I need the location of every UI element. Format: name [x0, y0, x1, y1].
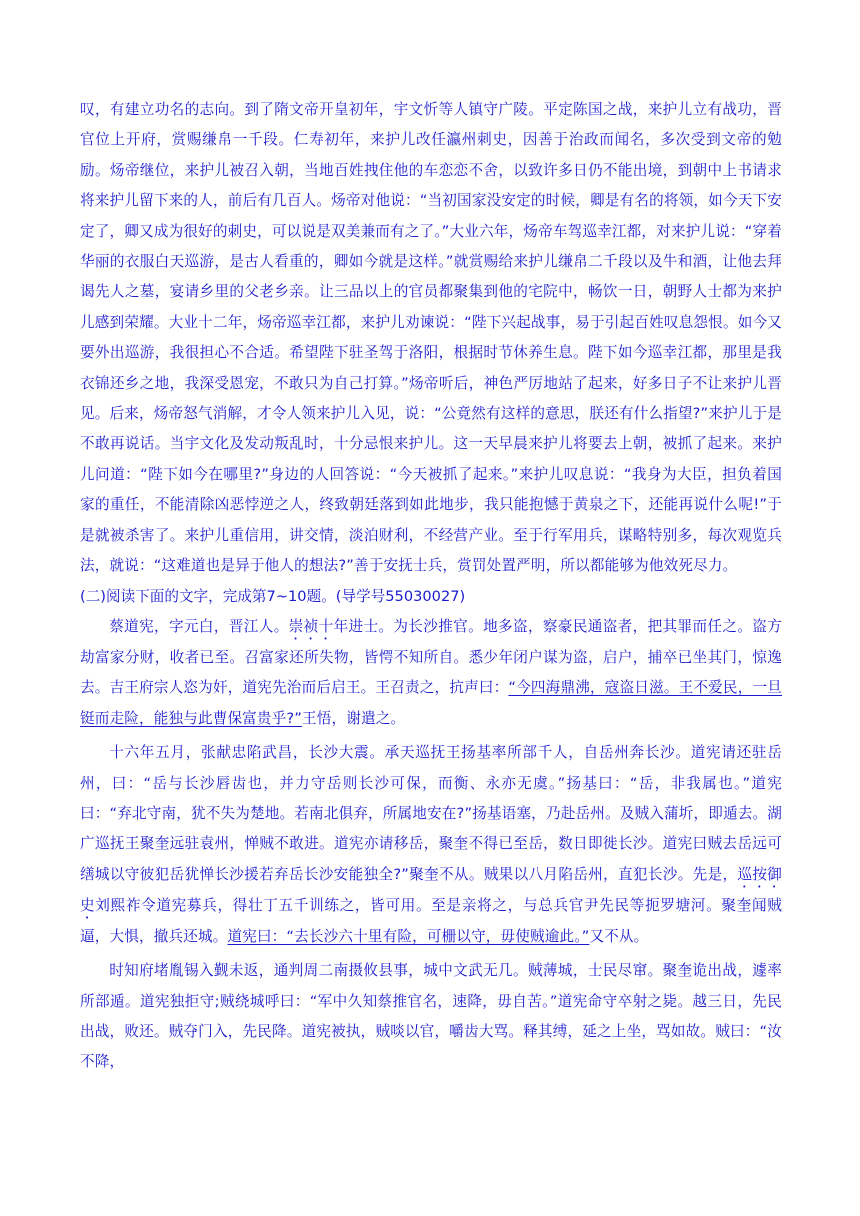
p2-emphasis-dots: 巡按御史: [80, 865, 783, 914]
section-heading: (二)阅读下面的文字，完成第7~10题。(导学号55030027): [80, 587, 466, 605]
passage2-paragraph-1: [80, 612, 782, 734]
p2-text-b: 刘熙祚令道宪募兵，得壮丁五千训练之，皆可用。至是亲将之，与总兵官尹先民等扼罗塘河。聚奎闻贼逼，大惧，撤兵还城。: [80, 896, 782, 945]
passage2-paragraph-2: [80, 738, 782, 952]
p2-text-a: 十六年五月，张献忠陷武昌，长沙大震。承天巡抚王扬基率所部千人，自岳州奔长沙。道宪请还驻岳州，曰：“岳与长沙唇齿也，并力守岳则长沙可保，而衡、永亦无虞。”扬基曰：“岳，非我属也。”道宪曰：“弃北守南，犹不失为楚地。若南北俱弃，所属地安在?”扬基语塞，乃赴岳州。及贼入蒲圻，即遁去。湖广巡抚王聚奎远驻袁州，惮贼不敢进。道宪亦请移岳，聚奎不得已至岳，数日即徙长沙。道宪曰贼去岳远可缮城以守彼犯岳犹惮长沙援若弃岳长沙安能独全?”聚奎不从。贼果以八月陷岳州，直犯长沙。先是，: [80, 744, 782, 883]
document-body: [80, 95, 782, 1078]
p2-text-c: 又不从。: [589, 927, 649, 945]
passage2-paragraph-3: 时知府堵胤锡入觐未返，通判周二南摄攸县事，城中文武无几。贼薄城，士民尽窜。聚奎诡出战，遽率所部遁。道宪独拒守;贼绕城呼曰：“军中久知蔡推官名，速降，毋自苦。”道宪命守卒射之毙。越三日，先民出战，败还。贼夺门入，先民降。道宪被执，贼啖以官，嚼齿大骂。释其缚，延之上坐，骂如故。贼曰：“汝不降，: [80, 962, 782, 1071]
p1-text-a: 蔡道宪，字元白，晋江人。: [109, 617, 289, 635]
p1-emphasis-dots: 崇祯十: [288, 617, 334, 635]
p1-text-b: 年进士。为长沙推官。地多盗，察豪民通盗者，把其罪而任之。盗方劫富家分财，收者已至。召富家还所失物，皆愕不知所自。悉少年闭户谋为盗，启户，捕卒已坐其门，惊逸去。吉王府宗人恣为奸，道宪先治而后启王。王召责之，抗声曰：: [80, 617, 782, 697]
p1-underlined-sentence: “今四海鼎沸，寇盗日滋。王不爱民，一旦铤而走险，能独与此曹保富贵乎?”: [80, 679, 782, 727]
p1-text-c: 王悟，谢遣之。: [302, 709, 406, 727]
p2-underlined-sentence: 道宪曰：“去长沙六十里有险，可栅以守，毋使贼逾此。”: [227, 927, 590, 945]
passage-translation-paragraph: 叹，有建立功名的志向。到了隋文帝开皇初年，宇文忻等人镇守广陵。平定陈国之战，来护儿立有战功，晋官位上开府，赏赐缣帛一千段。仁寿初年，来护儿改任瀛州刺史，因善于治政而闻名，多次受到文帝的勉励。炀帝继位，来护儿被召入朝，当地百姓拽住他的车恋恋不舍，以致许多日仍不能出境，到朝中上书请求将来护儿留下来的人，前后有几百人。炀帝对他说：“当初国家没安定的时候，卿是有名的将领，如今天下安定了，卿又成为很好的刺史，可以说是双美兼而有之了。”大业六年，炀帝车驾巡幸江都，对来护儿说：“穿着华丽的衣服白天巡游，是古人看重的，卿如今就是这样。”就赏赐给来护儿缣帛二千段以及牛和酒，让他去拜谒先人之墓，宴请乡里的父老乡亲。让三品以上的官员都聚集到他的宅院中，畅饮一日，朝野人士都为来护儿感到荣耀。大业十二年，炀帝巡幸江都，来护儿劝谏说：“陛下兴起战事，易于引起百姓叹息怨恨。如今又要外出巡游，我很担心不合适。希望陛下驻圣驾于洛阳，根据时节休养生息。陛下如今巡幸江都，那里是我衣锦还乡之地，我深受恩宠，不敢只为自己打算。”炀帝听后，神色严厉地站了起来，好多日子不让来护儿晋见。后来，炀帝怒气消解，才令人领来护儿入见，说：“公竟然有这样的意思，朕还有什么指望?”来护儿于是不敢再说话。当宇文化及发动叛乱时，十分忌恨来护儿。这一天早晨来护儿将要去上朝，被抓了起来。来护儿问道：“陛下如今在哪里?”身边的人回答说：“今天被抓了起来。”来护儿叹息说：“我身为大臣，担负着国家的重任，不能清除凶恶悖逆之人，终致朝廷落到如此地步，我只能抱憾于黄泉之下，还能再说什么呢!”于是就被杀害了。来护儿重信用，讲交情，淡泊财利，不经营产业。至于行军用兵，谋略特别多，每次观览兵法，就说：“这难道也是异于他人的想法?”善于安抚士兵，赏罚处置严明，所以都能够为他效死尽力。: [80, 101, 782, 575]
